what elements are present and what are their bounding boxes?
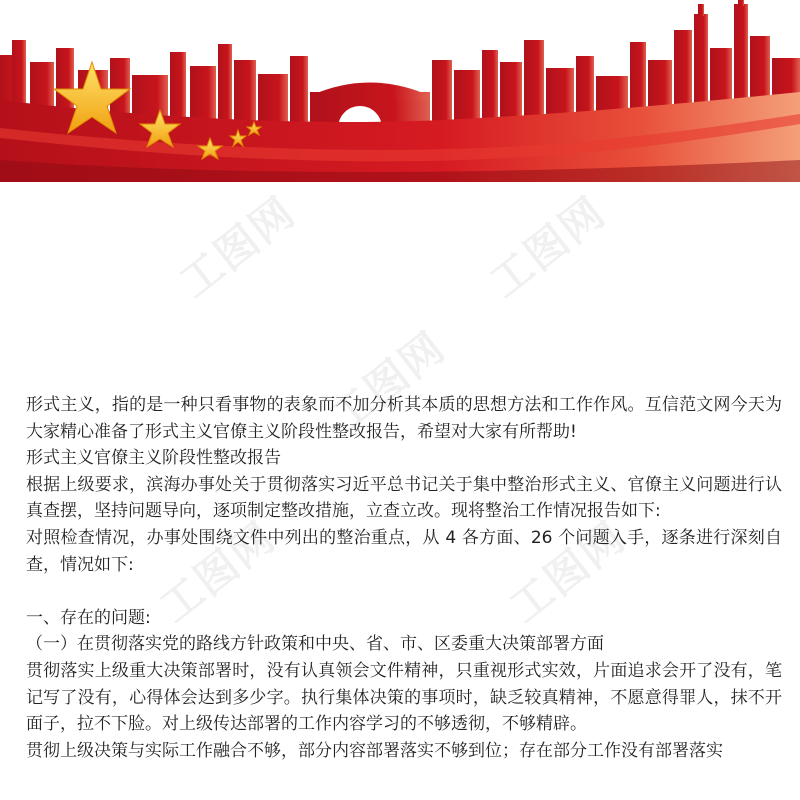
body-paragraph: 根据上级要求，滨海办事处关于贯彻落实习近平总书记关于集中整治形式主义、官僚主义问题进行认真查摆，坚持问题导向，逐项制定整改措施，立查立改。现将整治工作情况报告如下: — [26, 474, 782, 522]
watermark: 工图网 — [150, 512, 285, 632]
article-body — [26, 392, 782, 764]
watermark: 工图网 — [500, 512, 635, 632]
header-banner — [0, 0, 800, 190]
watermark: 工图网 — [320, 322, 455, 442]
blank-line — [26, 578, 782, 605]
section-heading: 一、存在的问题: — [26, 607, 151, 628]
body-paragraph: 贯彻落实上级重大决策部署时，没有认真领会文件精神，只重视形式实效，片面追求会开了没有，笔记写了没有，心得体会达到多少字。执行集体决策的事项时，缺乏较真精神，不愿意得罪人，抹不开面子，拉不下脸。对上级传达部署的工作内容学习的不够透彻，不够精辟。 — [26, 660, 782, 735]
intro-paragraph: 形式主义，指的是一种只看事物的表象而不加分析其本质的思想方法和工作作风。互信范文网今天为大家精心准备了形式主义官僚主义阶段性整改报告，希望对大家有所帮助! — [26, 395, 782, 442]
body-paragraph: 对照检查情况，办事处围绕文件中列出的整治重点，从 4 各方面、26 个问题入手，逐条进行深刻自查，情况如下: — [26, 527, 782, 575]
report-title: 形式主义官僚主义阶段性整改报告 — [26, 448, 281, 469]
watermark: 工图网 — [170, 187, 305, 307]
watermark: 工图网 — [480, 187, 615, 307]
subsection-heading: （一）在贯彻落实党的路线方针政策和中央、省、市、区委重大决策部署方面 — [26, 634, 604, 655]
body-paragraph: 贯彻上级决策与实际工作融合不够，部分内容部署落实不够到位；存在部分工作没有部署落实 — [26, 740, 723, 761]
